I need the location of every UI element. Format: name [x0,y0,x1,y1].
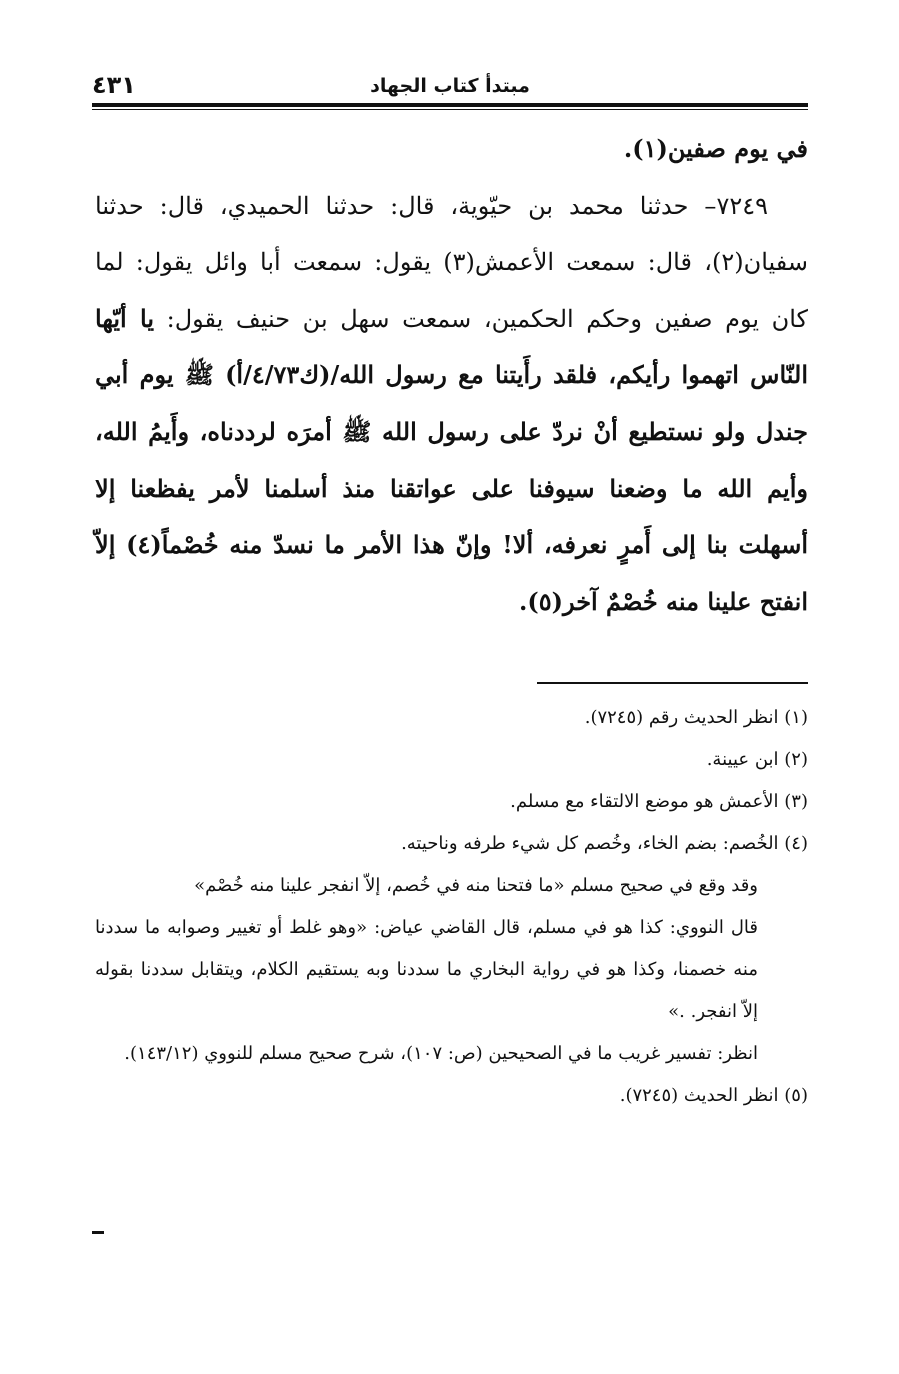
footnote-2: (٢) ابن عيينة. [706,749,808,770]
hadith-quote: يا أيّها النّاس اتهموا رأيكم، فلقد رأَيتنا مع رسول الله/(ك٤/٧٣/أ) ﷺ يوم أبي جندل ولو نستطيع أنْ نردّ على رسول الله ﷺ أمرَه لرددناه، وأَيمُ الله، وأيم الله ما وضعنا سيوفنا على عواتقنا منذ أسلمنا لأمر يفظعنا إلا أسهلت بنا إلى أَمرٍ نعرفه، ألا! وإنّ هذا الأمر ما نسدّ منه خُصْماً(٤) إلاّ انفتح علينا منه خُصْمٌ آخر(٥). [95,303,808,616]
main-text [95,121,808,630]
hadith-paragraph [95,178,808,631]
footnote-5: (٥) انظر الحديث (٧٢٤٥). [619,1085,808,1106]
end-mark [92,1231,104,1234]
page-number: ٤٣١ [92,71,136,99]
footnote-separator [537,682,808,684]
header-rule-thin [92,109,808,110]
footnote-4-references: انظر: تفسير غريب ما في الصحيحين (ص: ١٠٧)، شرح صحيح مسلم للنووي (١٤٣/١٢). [124,1043,758,1064]
footnote-4-nawawi-comment: قال النووي: كذا هو في مسلم، قال القاضي عياض: «وهو غلط أو تغيير وصوابه ما سددنا منه خصمنا، وكذا هو في رواية البخاري ما سددنا وبه يستقيم الكلام، ويتقابل سددنا بقوله إلاّ انفجر. .» [95,917,758,1022]
footnote-1: (١) انظر الحديث رقم (٧٢٤٥). [584,707,808,728]
footnote-4: (٤) الخُصم: بضم الخاء، وخُصم كل شيء طرفه وناحيته. [401,833,808,854]
footnote-3: (٣) الأعمش هو موضع الالتقاء مع مسلم. [510,791,808,812]
footnotes [95,697,808,1117]
hadith-chain: ٧٢٤٩– حدثنا محمد بن حيّوية، قال: حدثنا الحميدي، قال: حدثنا سفيان(٢)، قال: سمعت الأعمش(٣) يقول: سمعت أبا وائل يقول: لما كان يوم صفين وحكم الحكمين، سمعت سهل بن حنيف يقول: [95,191,808,333]
page-header [92,70,808,100]
header-rule-thick [92,103,808,107]
running-title: مبتدأ كتاب الجهاد [370,75,530,97]
footnote-4-muslim-wording: وقد وقع في صحيح مسلم «ما فتحنا منه في خُصم، إلاّ انفجر علينا منه خُصْم» [194,875,758,896]
lead-line: في يوم صفين(١). [623,134,808,163]
